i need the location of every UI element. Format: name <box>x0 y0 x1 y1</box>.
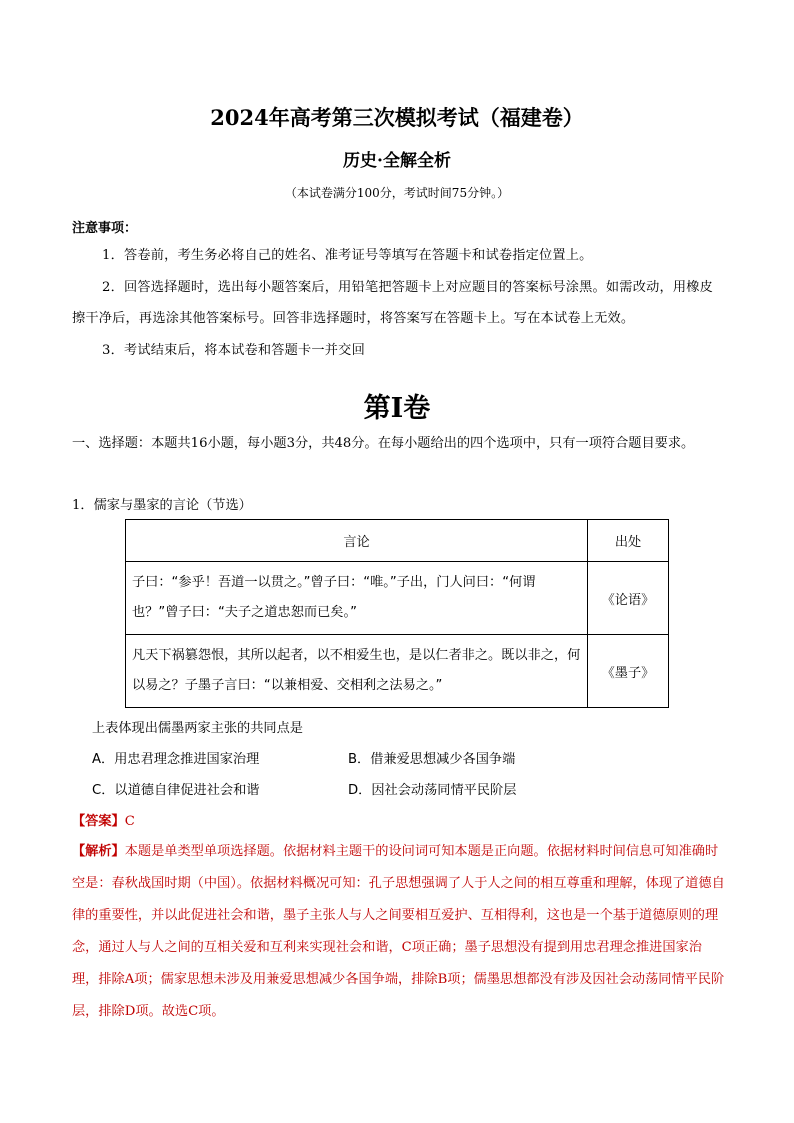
table-header-quote: 言论 <box>126 520 588 562</box>
option-d: D．因社会动荡同情平民阶层 <box>348 783 517 798</box>
quote-table <box>125 519 669 708</box>
option-b: B．借兼爱思想减少各国争端 <box>348 752 516 767</box>
table-row <box>126 635 669 708</box>
question-prompt: 上表体现出儒墨两家主张的共同点是 <box>92 721 303 736</box>
question-stem: 1．儒家与墨家的言论（节选） <box>72 498 252 513</box>
notice-item-3: 3．考试结束后，将本试卷和答题卡一并交回 <box>102 343 365 358</box>
notice-heading: 注意事项： <box>72 221 138 236</box>
notice-item-2: 2．回答选择题时，选出每小题答案后，用铅笔把答题卡上对应题目的答案标号涂黑。如需改动，用橡皮擦干净后，再选涂其他答案标号。回答非选择题时，将答案写在答题卡上。写在本试卷上无效。 <box>72 280 714 326</box>
table-cell-source: 《论语》 <box>588 562 669 635</box>
option-c: C．以道德自律促进社会和谐 <box>92 783 260 798</box>
table-cell-source: 《墨子》 <box>588 635 669 708</box>
section-description: 一、选择题：本题共16小题，每小题3分，共48分。在每小题给出的四个选项中，只有一项符合题目要求。 <box>72 436 695 451</box>
table-header-source: 出处 <box>588 520 669 562</box>
analysis-block <box>72 836 726 1028</box>
exam-note: （本试卷满分100分，考试时间75分钟。） <box>284 186 510 200</box>
exam-subtitle: 历史·全解全析 <box>343 151 451 171</box>
table-row <box>126 562 669 635</box>
section-title: 第Ⅰ卷 <box>363 393 431 424</box>
table-cell-quote: 子曰：“参乎！吾道一以贯之。”曾子曰：“唯。”子出，门人问曰：“何谓也？”曾子曰：“夫子之道忠恕而已矣。” <box>126 562 588 635</box>
answer-line <box>72 810 135 829</box>
answer-label: 【答案】 <box>72 814 125 829</box>
notice-item-1: 1．答卷前，考生务必将自己的姓名、准考证号等填写在答题卡和试卷指定位置上。 <box>102 248 593 263</box>
table-cell-quote: 凡天下祸篡怨恨，其所以起者，以不相爱生也，是以仁者非之。既以非之，何以易之？子墨子言曰：“以兼相爱、交相利之法易之。” <box>126 635 588 708</box>
option-a: A．用忠君理念推进国家治理 <box>92 752 260 767</box>
answer-value: C <box>124 814 135 829</box>
table-header-row <box>126 520 669 562</box>
analysis-label: 【解析】 <box>72 844 125 859</box>
exam-title: 2024年高考第三次模拟考试（福建卷） <box>210 105 584 130</box>
analysis-text: 本题是单类型单项选择题。依据材料主题干的设问词可知本题是正向题。依据材料时间信息可知准确时空是：春秋战国时期（中国）。依据材料概况可知：孔子思想强调了人于人之间的相互尊重和理解，体现了道德自律的重要性，并以此促进社会和谐，墨子主张人与人之间要相互爱护、互相得利，这也是一个基于道德原则的理念，通过人与人之间的互相关爱和互利来实现社会和谐，C项正确；墨子思想没有提到用忠君理念推进国家治理，排除A项；儒家思想未涉及用兼爱思想减少各国争端，排除B项；儒墨思想都没有涉及因社会动荡同情平民阶层，排除D项。故选C项。 <box>72 844 725 1019</box>
